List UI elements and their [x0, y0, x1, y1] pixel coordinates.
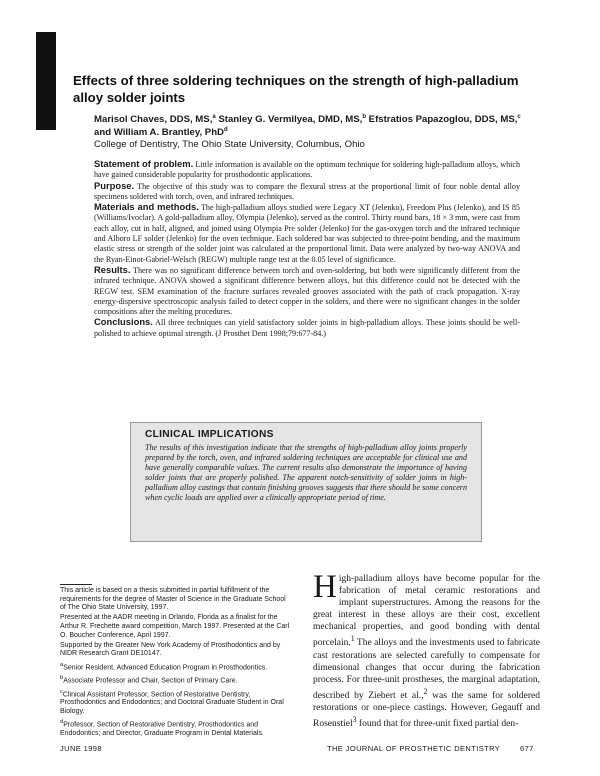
- footnotes: [60, 587, 292, 740]
- abstract-text: Little information is available on the optimum technique for soldering high-palladium alloys, which have gained considerable popularity for prosthodontic applications.: [94, 160, 521, 180]
- footnote-text: Professor, Section of Restorative Dentistry, Prosthodontics and Endodontics; and Director, Graduate Program in Dental Materials.: [60, 721, 264, 738]
- footnote-mark: d: [60, 719, 64, 726]
- abstract-heading: Results.: [94, 263, 131, 275]
- footnote: [60, 688, 292, 717]
- footnote-mark: c: [60, 688, 63, 695]
- author-vermilyea: Stanley G. Vermilyea, DMD, MS,: [215, 114, 363, 125]
- reference-mark: 1: [350, 634, 355, 644]
- affiliation: College of Dentistry, The Ohio State University, Columbus, Ohio: [94, 139, 365, 150]
- footnote-text: Associate Professor and Chair, Section of Primary Care.: [63, 677, 238, 685]
- footnote: [60, 674, 292, 686]
- footnote-text: Senior Resident, Advanced Education Program in Prosthodontics.: [63, 663, 268, 671]
- footnote: Presented at the AADR meeting in Orlando, Florida as a finalist for the Arthur R. Frechette award competition, March 1997. Presented at the Carl O. Boucher Conference, April 1997.: [60, 614, 290, 639]
- abstract-heading: Purpose.: [94, 179, 135, 191]
- clinical-implications-text: The results of this investigation indicate that the strengths of high-palladium alloy joints properly prepared by the torch, oven, and infrared soldering techniques are acceptable for clinical use and have generally comparable values. The current results also demonstrate the importance of having solder joints that are properly polished. The apparent notch-sensitivity of solder joints in high-palladium alloy castings that contain finishing grooves suggests that there should be some concern when cyclic loads are applied over a clinically appropriate period of time.: [145, 443, 467, 503]
- abstract-text: There was no significant difference between torch and oven-soldering, but both were significantly different from the infrared technique. ANOVA showed a significant difference between alloys, but this difference could not be detected with the REGW test. SEM examination of the fracture surfaces revealed grooves associated with the path of crack propagation. X-ray energy-dispersive spectroscopic analysis failed to detect copper in the solders, and there were no significant changes in the solder compositions after the melting procedures.: [94, 265, 520, 317]
- abstract-text: All three techniques can yield satisfactory solder joints in high-palladium alloys. These joints should be well-polished to achieve optimal strength. (J Prosthet Dent 1998;79:677-84.): [94, 318, 520, 338]
- author-mark: a: [212, 113, 216, 120]
- body-text-part: The alloys and the investments used to fabricate cast restorations are selected carefully to compensate for dimensional changes that occur during the fabrication process. For three-unit prostheses, the marginal adaptation, described by Ziebert et al.,: [313, 638, 540, 702]
- author-papazoglou: Efstratios Papazoglou, DDS, MS,: [366, 114, 518, 125]
- abstract-statement: [94, 159, 520, 181]
- author-mark: d: [223, 126, 228, 133]
- body-text-part: igh-palladium alloys have become popular for the fabrication of metal ceramic restorations and implant superstructures. Among the reasons for the great interest in these alloys are their cost, excellent mechanical properties, and good bonding with dental porcelain.: [313, 574, 540, 649]
- footnote-text: Clinical Assistant Professor, Section of Restorative Dentistry, Prosthodontics and Endodontics; and Doctoral Graduate Student in Oral Biology.: [60, 690, 284, 716]
- abstract-text: The high-palladium alloys studied were Legacy XT (Jelenko), Freedom Plus (Jelenko), and IS 85 (Williams/Ivoclar). A gold-palladium alloy, Olympia (Jelenko), served as the control. Thirty round bars, 18 × 3 mm, were cast from each alloy, cut in half, aligned, and joined using Olympia Pre solder (Jelenko) for the gas-oxygen torch and the infrared technique and Alboro LF solder (Jelenko) for the oven technique. Each soldered bar was subjected to three-point bending, and the maximum elastic stress or strength of the solder joint was calculated at the proportional limit. Data were analyzed by two-way ANOVA and the Ryan-Einot-Gabriel-Welsch (REGW) multiple range test at the 0.05 level of significance.: [94, 203, 520, 264]
- author-mark: c: [517, 113, 521, 120]
- abstract-text: The objective of this study was to compare the flexural stress at the proportional limit of four noble dental alloy specimens soldered with torch, oven, and infrared techniques.: [94, 181, 520, 201]
- author-brantley: and William A. Brantley, PhD: [94, 127, 224, 138]
- body-text-part: found that for three-unit fixed partial den-: [356, 719, 519, 730]
- footnote: [60, 718, 292, 739]
- page-number: 677: [520, 744, 534, 753]
- footer-journal: THE JOURNAL OF PROSTHETIC DENTISTRY: [327, 744, 501, 753]
- reference-mark: 2: [423, 687, 428, 696]
- abstract-heading: Statement of problem.: [94, 158, 194, 169]
- abstract-heading: Materials and methods.: [94, 201, 199, 213]
- abstract: [94, 159, 520, 339]
- article-title: Effects of three soldering techniques on the strength of high-palladium alloy solder joints: [73, 73, 519, 105]
- abstract-purpose: [94, 181, 520, 203]
- abstract-results: [94, 265, 520, 317]
- footnote: This article is based on a thesis submitted in partial fulfillment of the requirements for the degree of Master of Science in the Graduate School of The Ohio State University, 1997.: [60, 587, 286, 612]
- footer-date: JUNE 1998: [60, 744, 102, 753]
- clinical-implications-box: [130, 422, 482, 542]
- clinical-implications-title: CLINICAL IMPLICATIONS: [145, 429, 274, 440]
- author-chaves: Marisol Chaves, DDS, MS,: [94, 114, 213, 125]
- reference-mark: 3: [352, 715, 357, 725]
- footnote-mark: b: [60, 675, 64, 682]
- footnote: [60, 661, 292, 673]
- abstract-conclusions: [94, 317, 520, 339]
- abstract-methods: [94, 202, 520, 265]
- body-text-part: was the same for soldered restorations or one-piece castings. However, Gegauff and Rosenstiel: [313, 691, 540, 730]
- author-list: [94, 113, 524, 139]
- decorative-side-bar: [36, 32, 56, 130]
- abstract-heading: Conclusions.: [94, 316, 153, 328]
- footnote-divider: [60, 584, 92, 585]
- drop-cap: H: [313, 569, 337, 605]
- footnote: Supported by the Greater New York Academy of Prosthodontics and by NIDR Research Grant DE10147.: [60, 641, 281, 658]
- intro-paragraph: [313, 569, 540, 731]
- author-mark: b: [362, 113, 366, 120]
- body-text: [313, 569, 540, 731]
- footnote-mark: a: [60, 661, 64, 668]
